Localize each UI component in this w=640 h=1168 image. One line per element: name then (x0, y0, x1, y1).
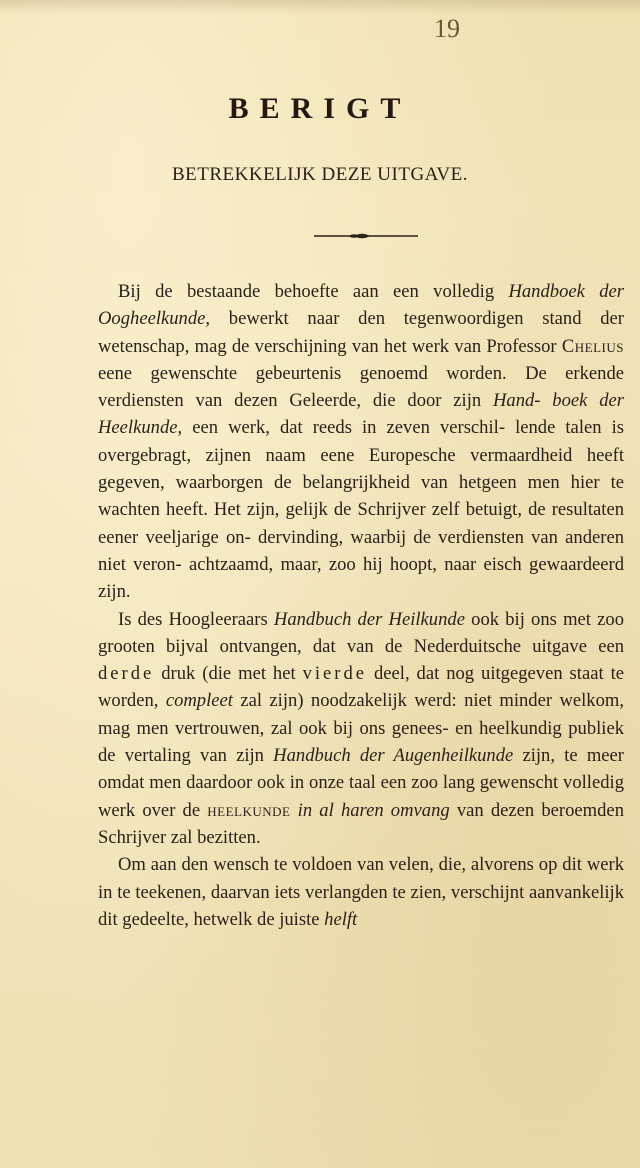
smallcaps-phrase: heelkunde (207, 799, 291, 821)
text-run: zijn, te meer omdat men daardoor ook in onze taal een zoo lang gewenscht volledig werk over de (98, 745, 624, 821)
text-run: , een werk, dat reeds in zeven verschil- lende talen is overgebragt, zijnen naam eene Europesche vermaardheid heeft gegeven, waarborgen de belangrijkheid van hetgeen men hier te wachten heeft. Het zijn, gelijk de Schrijver zelf betuigt, de resultaten eener veeljarige on- dervinding, waarbij de verdiensten van anderen niet veron- achtzaamd, maar, zoo hij hoopt, naar eisch gewaardeerd zijn. (98, 417, 624, 603)
page-subheading: BETREKKELIJK DEZE UITGAVE. (171, 164, 469, 185)
paragraph (98, 851, 624, 933)
text-run: Is des Hoogleeraars (118, 608, 274, 630)
text-run: van dezen beroemden Schrijver zal bezitten. (98, 799, 624, 848)
italic-phrase: helft (324, 908, 358, 930)
text-run: eene gewenschte gebeurtenis genoemd worden. De erkende verdiensten van dezen Geleerde, die door zijn (98, 362, 624, 412)
text-run: zal zijn) noodzakelijk werd: niet minder welkom, mag men vertrouwen, zal ook bij ons genees- en heelkundig publiek de vertaling van zijn (98, 690, 625, 767)
text-run: deel, dat nog uitgegeven staat te worden, (98, 663, 624, 712)
text-run: ook bij ons met zoo grooten bijval ontvangen, dat van de Nederduitsche uitgave een (98, 608, 624, 657)
page-top-edge (0, 0, 640, 14)
ornament-rule-icon (314, 229, 418, 243)
page-heading: BERIGT (228, 92, 412, 125)
text-run (291, 800, 298, 821)
text-run: Om aan den wensch te voldoen van velen, die, alvorens op dit werk in te teekenen, daarvan iets verlangden te zien, verschijnt aanvankelijk dit gedeelte, hetwelk de juiste (98, 854, 624, 930)
italic-phrase: compleet (165, 690, 233, 712)
page-number: 19 (434, 14, 460, 43)
italic-phrase: Handboek der Oogheelkunde (98, 281, 624, 330)
paragraph (98, 278, 624, 606)
spaced-phrase: derde (98, 663, 155, 685)
spaced-phrase: vierde (302, 663, 368, 685)
body-text (98, 278, 624, 933)
paragraph (98, 606, 624, 852)
text-run: druk (die met het (154, 663, 303, 685)
italic-phrase: Hand- boek der Heelkunde (98, 390, 624, 439)
italic-phrase: Handbuch der Heilkunde (273, 608, 465, 630)
italic-phrase: in al haren omvang (297, 799, 450, 821)
smallcaps-phrase: Chelius (561, 335, 624, 357)
text-run: , bewerkt naar den tegenwoordigen stand der wetenschap, mag de verschijning van het werk van Professor (98, 308, 624, 357)
italic-phrase: Handbuch der Augenheilkunde (273, 745, 514, 767)
text-run: Bij de bestaande behoefte aan een volledig (118, 281, 509, 302)
